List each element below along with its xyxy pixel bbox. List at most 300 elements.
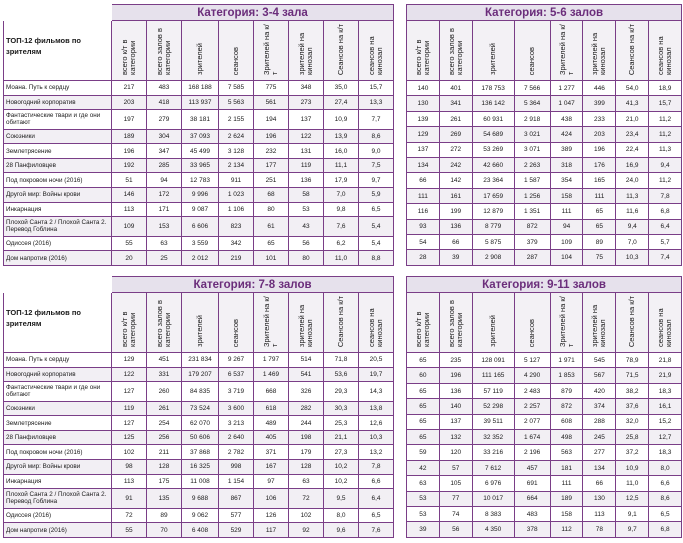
table-cell: 37 093 — [182, 129, 219, 144]
table-cell: 872 — [550, 399, 583, 414]
table-cell: 13,8 — [359, 401, 394, 416]
table-cell: 68 — [254, 188, 289, 203]
table-row — [4, 188, 394, 203]
column-header — [616, 293, 649, 353]
column-header-label: зрителей — [195, 315, 204, 347]
table-cell: 177 — [254, 158, 289, 173]
table-cell: 233 — [583, 111, 616, 126]
table-row — [4, 430, 394, 445]
panel-3-4-halls — [3, 4, 394, 266]
table-row — [407, 235, 682, 250]
table-cell: 438 — [550, 111, 583, 126]
table-row — [407, 219, 682, 234]
table-cell: 130 — [583, 491, 616, 506]
column-header — [514, 21, 550, 81]
table-cell: 1 023 — [219, 188, 254, 203]
table-cell: 134 — [583, 460, 616, 475]
table-cell: 561 — [254, 95, 289, 110]
table-cell: 269 — [439, 127, 472, 142]
table-cell: 3 071 — [514, 142, 550, 157]
table-cell: 15,7 — [649, 96, 682, 111]
table-cell: 10,2 — [324, 474, 359, 489]
table-cell: 53 — [289, 202, 324, 217]
table-cell: 872 — [514, 219, 550, 234]
table-cell: 179 207 — [182, 367, 219, 382]
table-cell: 111 — [583, 188, 616, 203]
table-cell: 181 — [550, 460, 583, 475]
table-cell: 111 165 — [472, 368, 514, 383]
table-cell: 405 — [254, 430, 289, 445]
table-cell: 53 — [407, 491, 440, 506]
table-cell: 6 408 — [182, 523, 219, 538]
table-cell: 7,5 — [359, 158, 394, 173]
film-title: Землетрясение — [4, 416, 112, 431]
table-row — [4, 110, 394, 130]
table-row — [4, 202, 394, 217]
column-header-label: всего залов в категории — [446, 300, 464, 347]
table-cell: 59 — [407, 445, 440, 460]
table-cell: 102 — [289, 508, 324, 523]
table-row — [407, 173, 682, 188]
table-cell: 146 — [112, 188, 147, 203]
stats-table — [3, 4, 394, 266]
table-cell: 127 — [112, 416, 147, 431]
film-title: Под покровом ночи (2016) — [4, 445, 112, 460]
table-cell: 128 — [289, 460, 324, 475]
table-cell: 56 — [439, 522, 472, 538]
table-cell: 52 298 — [472, 399, 514, 414]
table-cell: 318 — [550, 158, 583, 173]
table-cell: 245 — [583, 430, 616, 445]
table-cell: 12,7 — [649, 430, 682, 445]
table-cell: 111 — [407, 188, 440, 203]
table-cell: 33 216 — [472, 445, 514, 460]
table-cell: 7,6 — [324, 217, 359, 237]
category-title: Категория: 3-4 зала — [112, 5, 394, 21]
table-cell: 63 — [289, 474, 324, 489]
table-cell: 7,7 — [359, 110, 394, 130]
column-header — [616, 21, 649, 81]
column-header-label: Зрителей на к/т — [262, 296, 279, 347]
table-cell: 446 — [583, 81, 616, 96]
table-cell: 261 — [147, 401, 182, 416]
table-cell: 16,1 — [649, 399, 682, 414]
column-header-label: зрителей на кинозал — [590, 304, 608, 347]
table-row — [4, 353, 394, 368]
film-title: Под покровом ночи (2016) — [4, 173, 112, 188]
table-cell: 254 — [147, 416, 182, 431]
table-cell: 9,5 — [324, 489, 359, 509]
table-cell: 13,3 — [359, 95, 394, 110]
table-cell: 38 181 — [182, 110, 219, 130]
film-title: Другой мир: Войны крови — [4, 188, 112, 203]
table-cell: 42 — [407, 460, 440, 475]
table-row — [407, 81, 682, 96]
table-cell: 106 — [254, 489, 289, 509]
table-cell: 158 — [550, 188, 583, 203]
table-cell: 21,0 — [616, 111, 649, 126]
table-cell: 11 008 — [182, 474, 219, 489]
table-cell: 25 — [147, 251, 182, 266]
stats-table — [406, 276, 682, 538]
table-row — [407, 127, 682, 142]
table-cell: 131 — [289, 144, 324, 159]
table-cell: 2 908 — [472, 250, 514, 266]
column-header — [182, 293, 219, 353]
table-cell: 2 257 — [514, 399, 550, 414]
table-cell: 130 — [407, 96, 440, 111]
table-cell: 514 — [289, 353, 324, 368]
stats-table — [406, 4, 682, 266]
table-cell: 9 688 — [182, 489, 219, 509]
table-cell: 126 — [254, 508, 289, 523]
table-cell: 135 — [147, 489, 182, 509]
table-cell: 272 — [439, 142, 472, 157]
table-cell: 11,0 — [324, 251, 359, 266]
table-cell: 1 047 — [550, 96, 583, 111]
table-cell: 2 782 — [219, 445, 254, 460]
table-row — [4, 129, 394, 144]
table-cell: 775 — [254, 81, 289, 96]
column-header — [472, 21, 514, 81]
table-cell: 129 — [112, 353, 147, 368]
table-cell: 6,6 — [649, 476, 682, 491]
column-header-label: Зрителей на к/т — [557, 296, 575, 347]
table-cell: 285 — [147, 158, 182, 173]
column-header — [583, 293, 616, 353]
film-title: Инкарнация — [4, 202, 112, 217]
table-cell: 80 — [254, 202, 289, 217]
table-cell: 6,8 — [649, 522, 682, 538]
table-cell: 20 — [112, 251, 147, 266]
table-cell: 341 — [439, 96, 472, 111]
column-header-label: Зрителей на к/т — [262, 24, 279, 75]
table-cell: 2 134 — [219, 158, 254, 173]
table-cell: 15,2 — [649, 414, 682, 429]
table-cell: 61 — [254, 217, 289, 237]
table-cell: 37 868 — [182, 445, 219, 460]
table-cell: 326 — [289, 382, 324, 402]
table-cell: 21,8 — [649, 353, 682, 368]
panel-5-6-halls — [406, 4, 682, 266]
table-cell: 2 640 — [219, 430, 254, 445]
column-header-label: Сеансов на к/т — [336, 23, 345, 75]
column-header — [289, 21, 324, 81]
table-cell: 65 — [254, 236, 289, 251]
table-cell: 1 256 — [514, 188, 550, 203]
table-cell: 63 — [147, 236, 182, 251]
column-header-label: зрителей — [488, 315, 498, 347]
table-row — [4, 508, 394, 523]
table-cell: 54,0 — [616, 81, 649, 96]
table-cell: 8 383 — [472, 507, 514, 522]
table-cell: 6 976 — [472, 476, 514, 491]
column-header-label: всего залов в категории — [446, 28, 464, 75]
table-cell: 664 — [514, 491, 550, 506]
table-cell: 39 — [407, 522, 440, 538]
table-cell: 261 — [439, 111, 472, 126]
table-cell: 1 154 — [219, 474, 254, 489]
table-cell: 2 263 — [514, 158, 550, 173]
column-header — [550, 293, 583, 353]
table-cell: 8,6 — [359, 129, 394, 144]
table-cell: 112 — [550, 522, 583, 538]
table-cell: 62 070 — [182, 416, 219, 431]
table-cell: 101 — [254, 251, 289, 266]
table-cell: 113 — [112, 202, 147, 217]
table-cell: 9 996 — [182, 188, 219, 203]
table-cell: 175 — [147, 474, 182, 489]
table-cell: 5,7 — [649, 235, 682, 250]
table-cell: 136 142 — [472, 96, 514, 111]
table-cell: 9,8 — [324, 202, 359, 217]
table-row — [407, 460, 682, 475]
category-title: Категория: 7-8 залов — [112, 277, 394, 293]
table-cell: 66 — [439, 235, 472, 250]
table-cell: 33 965 — [182, 158, 219, 173]
film-title: Союзники — [4, 401, 112, 416]
table-cell: 137 — [407, 142, 440, 157]
column-header — [472, 293, 514, 353]
table-cell: 7 585 — [219, 81, 254, 96]
table-cell: 56 — [289, 236, 324, 251]
table-cell: 125 — [112, 430, 147, 445]
table-cell: 136 — [289, 173, 324, 188]
table-cell: 287 — [514, 250, 550, 266]
table-row — [407, 368, 682, 383]
table-cell: 57 — [439, 460, 472, 475]
table-cell: 73 524 — [182, 401, 219, 416]
table-cell: 11,0 — [616, 476, 649, 491]
table-cell: 91 — [112, 489, 147, 509]
table-cell: 24,0 — [616, 173, 649, 188]
table-cell: 17,9 — [324, 173, 359, 188]
table-cell: 27,3 — [324, 445, 359, 460]
table-cell: 142 — [439, 173, 472, 188]
table-row — [407, 522, 682, 538]
table-cell: 53,6 — [324, 367, 359, 382]
table-cell: 70 — [147, 523, 182, 538]
table-cell: 176 — [583, 158, 616, 173]
table-row — [4, 367, 394, 382]
table-cell: 113 937 — [182, 95, 219, 110]
table-cell: 196 — [112, 144, 147, 159]
table-cell: 401 — [439, 81, 472, 96]
table-cell: 167 — [254, 460, 289, 475]
table-cell: 12 879 — [472, 204, 514, 219]
table-cell: 58 — [289, 188, 324, 203]
table-cell: 11,1 — [324, 158, 359, 173]
table-cell: 823 — [219, 217, 254, 237]
table-cell: 371 — [254, 445, 289, 460]
table-cell: 8,0 — [324, 508, 359, 523]
column-header-label: всего к/т в категории — [120, 311, 137, 347]
column-header-row — [407, 21, 682, 81]
table-cell: 97 — [254, 474, 289, 489]
table-row — [4, 81, 394, 96]
film-title: Инкарнация — [4, 474, 112, 489]
table-cell: 119 — [289, 158, 324, 173]
table-cell: 8,8 — [359, 251, 394, 266]
table-cell: 196 — [254, 129, 289, 144]
table-cell: 22,4 — [616, 142, 649, 157]
table-cell: 120 — [439, 445, 472, 460]
table-cell: 618 — [254, 401, 289, 416]
table-cell: 98 — [112, 460, 147, 475]
column-header — [439, 293, 472, 353]
table-cell: 72 — [112, 508, 147, 523]
column-header — [254, 293, 289, 353]
table-cell: 998 — [219, 460, 254, 475]
table-cell: 541 — [289, 367, 324, 382]
row-header-title: ТОП-12 фильмов по зрителям — [4, 21, 112, 81]
table-cell: 1 351 — [514, 204, 550, 219]
film-title: Моана. Путь к сердцу — [4, 81, 112, 96]
table-cell: 5,4 — [359, 217, 394, 237]
table-cell: 3 719 — [219, 382, 254, 402]
table-cell: 244 — [289, 416, 324, 431]
film-title: Другой мир: Войны крови — [4, 460, 112, 475]
table-cell: 9 267 — [219, 353, 254, 368]
table-cell: 389 — [550, 142, 583, 157]
table-cell: 65 — [407, 414, 440, 429]
table-cell: 273 — [289, 95, 324, 110]
table-row — [407, 204, 682, 219]
table-row — [407, 188, 682, 203]
film-title: Землетрясение — [4, 144, 112, 159]
table-cell: 7,8 — [649, 188, 682, 203]
table-cell: 6,4 — [359, 489, 394, 509]
table-row — [407, 383, 682, 398]
table-cell: 93 — [407, 219, 440, 234]
table-cell: 134 — [407, 158, 440, 173]
table-cell: 2 077 — [514, 414, 550, 429]
column-header-row — [4, 21, 394, 81]
column-header-label: всего залов в категории — [155, 28, 172, 75]
table-cell: 304 — [147, 129, 182, 144]
table-row — [4, 401, 394, 416]
column-header-label: сеансов на кинозал — [367, 308, 384, 347]
table-cell: 192 — [112, 158, 147, 173]
column-header-row — [4, 293, 394, 353]
table-cell: 9,7 — [616, 522, 649, 538]
table-cell: 217 — [112, 81, 147, 96]
table-row — [4, 445, 394, 460]
table-cell: 10,9 — [616, 460, 649, 475]
film-title: Новогодний корпоратив — [4, 367, 112, 382]
column-header — [550, 21, 583, 81]
table-cell: 1 469 — [254, 367, 289, 382]
column-header-label: сеансов — [231, 318, 240, 347]
column-header — [219, 293, 254, 353]
table-row — [407, 507, 682, 522]
stats-table — [3, 276, 394, 538]
table-cell: 529 — [219, 523, 254, 538]
table-cell: 15,7 — [359, 81, 394, 96]
table-cell: 94 — [550, 219, 583, 234]
table-cell: 197 — [112, 110, 147, 130]
table-cell: 189 — [550, 491, 583, 506]
table-cell: 77 — [439, 491, 472, 506]
table-cell: 55 — [112, 523, 147, 538]
table-cell: 342 — [219, 236, 254, 251]
table-cell: 608 — [550, 414, 583, 429]
table-cell: 563 — [550, 445, 583, 460]
table-cell: 39 511 — [472, 414, 514, 429]
table-cell: 8 779 — [472, 219, 514, 234]
table-cell: 13,2 — [359, 445, 394, 460]
table-cell: 136 — [439, 219, 472, 234]
table-cell: 137 — [289, 110, 324, 130]
table-cell: 418 — [147, 95, 182, 110]
table-cell: 1 106 — [219, 202, 254, 217]
table-cell: 117 — [254, 523, 289, 538]
table-cell: 72 — [289, 489, 324, 509]
table-cell: 232 — [254, 144, 289, 159]
table-row — [407, 491, 682, 506]
row-header-title: ТОП-12 фильмов по зрителям — [4, 293, 112, 353]
table-cell: 8,0 — [649, 460, 682, 475]
column-header-row — [407, 293, 682, 353]
table-cell: 27,4 — [324, 95, 359, 110]
table-cell: 111 — [550, 476, 583, 491]
table-cell: 41,3 — [616, 96, 649, 111]
table-cell: 139 — [407, 111, 440, 126]
table-cell: 89 — [147, 508, 182, 523]
table-cell: 16 325 — [182, 460, 219, 475]
table-cell: 12,6 — [359, 416, 394, 431]
film-title: Фантастические твари и где они обитают — [4, 382, 112, 402]
table-row — [4, 523, 394, 538]
table-cell: 37,2 — [616, 445, 649, 460]
table-cell: 399 — [583, 96, 616, 111]
table-cell: 242 — [439, 158, 472, 173]
table-row — [4, 173, 394, 188]
table-cell: 78,9 — [616, 353, 649, 368]
film-title: Новогодний корпоратив — [4, 95, 112, 110]
column-header — [649, 293, 682, 353]
table-row — [407, 158, 682, 173]
table-cell: 18,3 — [649, 383, 682, 398]
table-cell: 35,0 — [324, 81, 359, 96]
table-cell: 80 — [289, 251, 324, 266]
table-cell: 451 — [147, 353, 182, 368]
table-cell: 9,6 — [324, 523, 359, 538]
column-header — [407, 293, 440, 353]
table-cell: 66 — [407, 173, 440, 188]
film-title: Одиссея (2016) — [4, 236, 112, 251]
table-cell: 32 352 — [472, 430, 514, 445]
table-cell: 113 — [112, 474, 147, 489]
column-header — [147, 293, 182, 353]
table-row — [4, 158, 394, 173]
table-cell: 165 — [583, 173, 616, 188]
table-cell: 122 — [112, 367, 147, 382]
table-cell: 161 — [439, 188, 472, 203]
table-cell: 424 — [550, 127, 583, 142]
table-cell: 66 — [583, 476, 616, 491]
table-cell: 109 — [112, 217, 147, 237]
table-cell: 5 364 — [514, 96, 550, 111]
table-row — [407, 142, 682, 157]
column-header — [112, 293, 147, 353]
column-header-label: всего к/т в категории — [413, 39, 431, 75]
table-cell: 378 — [514, 522, 550, 538]
column-header-label: Сеансов на к/т — [336, 295, 345, 347]
table-cell: 129 — [407, 127, 440, 142]
table-cell: 7,8 — [359, 460, 394, 475]
table-cell: 211 — [147, 445, 182, 460]
